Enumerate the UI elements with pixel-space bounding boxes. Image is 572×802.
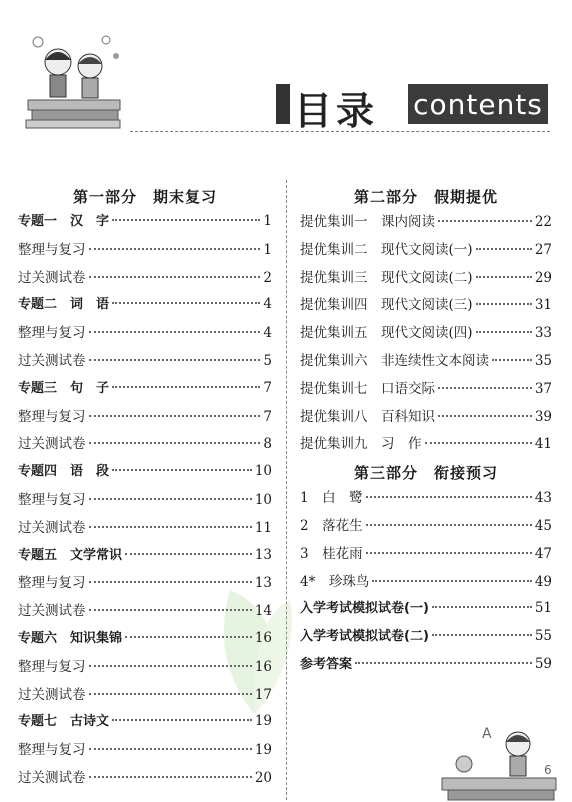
toc-entry[interactable] [18, 766, 272, 794]
toc-entry[interactable] [18, 405, 272, 433]
dot-leader [112, 302, 260, 304]
dot-leader [89, 276, 261, 278]
toc-entry-label: 提优集训二 现代文阅读(一) [300, 241, 473, 258]
dot-leader [366, 552, 532, 554]
dot-leader [89, 665, 252, 667]
child-on-books-illustration [436, 718, 562, 802]
part2-heading: 第二部分 假期提优 [353, 188, 498, 206]
dot-leader [89, 442, 261, 444]
dot-leader [476, 276, 532, 278]
toc-entry-page-number: 59 [534, 655, 552, 672]
toc-entry-label: 整理与复习 [18, 742, 86, 759]
dot-leader [89, 526, 252, 528]
toc-entry-label: 整理与复习 [18, 658, 86, 675]
toc-entry-label: 3 桂花雨 [300, 545, 363, 562]
toc-entry-label: 过关测试卷 [18, 603, 86, 620]
dot-leader [89, 748, 252, 750]
toc-entry-label: 提优集训四 现代文阅读(三) [300, 297, 473, 314]
dot-leader [89, 248, 261, 250]
toc-entry-page-number: 33 [534, 325, 552, 342]
toc-entry[interactable] [18, 738, 272, 766]
toc-entry-label: 专题六 知识集锦 [18, 630, 123, 646]
dot-leader [438, 387, 532, 389]
toc-entry-label: 4* 珍珠鸟 [300, 573, 370, 590]
toc-entry-label: 过关测试卷 [18, 519, 86, 536]
toc-entry[interactable] [300, 514, 552, 542]
toc-entry-page-number: 55 [534, 628, 552, 645]
toc-entry-page-number: 19 [254, 713, 272, 730]
toc-entry-page-number: 22 [534, 214, 552, 230]
column-divider [286, 180, 287, 800]
toc-entry[interactable] [18, 266, 272, 294]
toc-entry-page-number: 31 [534, 297, 552, 314]
toc-entry[interactable] [18, 516, 272, 544]
toc-entry-page-number: 5 [263, 352, 272, 369]
dot-leader [125, 553, 252, 555]
dot-leader [89, 331, 261, 333]
toc-entry-label: 入学考试模拟试卷(一) [300, 601, 429, 617]
toc-entry[interactable] [300, 321, 552, 349]
toc-entry[interactable] [300, 653, 552, 681]
dot-leader [125, 636, 252, 638]
toc-entry-label: 过关测试卷 [18, 352, 86, 369]
toc-right-column [300, 184, 552, 681]
dot-leader [366, 524, 532, 526]
toc-entry[interactable] [300, 625, 552, 653]
toc-entry[interactable] [300, 238, 552, 266]
toc-entry[interactable] [300, 210, 552, 238]
dot-leader [89, 415, 261, 417]
toc-entry-page-number: 1 [263, 213, 272, 229]
title-tab-decoration [276, 84, 290, 124]
toc-entry-label: 提优集训九 习 作 [300, 436, 422, 453]
toc-entry[interactable] [18, 571, 272, 599]
toc-entry[interactable] [18, 599, 272, 627]
toc-entry[interactable] [18, 238, 272, 266]
toc-entry[interactable] [18, 627, 272, 655]
toc-entry-page-number: 11 [254, 519, 272, 536]
toc-entry-page-number: 45 [534, 517, 552, 534]
toc-entry-page-number: 7 [263, 408, 272, 425]
toc-entry[interactable] [18, 210, 272, 238]
header-divider [130, 131, 550, 132]
toc-entry[interactable] [300, 570, 552, 598]
toc-entry-page-number: 2 [263, 269, 272, 286]
toc-entry[interactable] [300, 542, 552, 570]
toc-entry-label: 参考答案 [300, 656, 353, 672]
toc-entry-label: 专题一 汉 字 [18, 214, 110, 229]
toc-entry-page-number: 17 [254, 686, 272, 703]
toc-entry-label: 专题四 语 段 [18, 464, 110, 480]
toc-entry-label: 整理与复习 [18, 575, 86, 592]
dot-leader [432, 634, 532, 636]
toc-entry[interactable] [18, 460, 272, 488]
contents-title [276, 84, 548, 133]
toc-entry-page-number: 39 [534, 408, 552, 425]
toc-entry-label: 提优集训八 百科知识 [300, 408, 435, 425]
dot-leader [476, 303, 532, 305]
toc-entry-page-number: 8 [263, 436, 272, 453]
toc-entry-label: 专题三 句 子 [18, 380, 110, 396]
toc-entry-label: 过关测试卷 [18, 686, 86, 703]
dot-leader [89, 581, 252, 583]
toc-entry-label: 提优集训三 现代文阅读(二) [300, 269, 473, 286]
dot-leader [112, 219, 260, 221]
title-chinese: 目录 [294, 89, 379, 133]
part2-entries [300, 210, 552, 460]
toc-entry-label: 专题五 文学常识 [18, 547, 123, 563]
toc-entry-label: 提优集训七 口语交际 [300, 380, 435, 397]
toc-entry-page-number: 35 [534, 352, 552, 369]
kids-reading-illustration [18, 30, 130, 132]
toc-entry-page-number: 29 [534, 269, 552, 286]
toc-entry[interactable] [300, 597, 552, 625]
toc-entry-label: 入学考试模拟试卷(二) [300, 629, 429, 645]
dot-leader [112, 469, 252, 471]
toc-entry[interactable] [18, 655, 272, 683]
toc-entry[interactable] [300, 432, 552, 460]
toc-entry[interactable] [18, 321, 272, 349]
toc-entry[interactable] [18, 488, 272, 516]
toc-entry-page-number: 16 [254, 658, 272, 675]
toc-entry-label: 1 白 鹭 [300, 490, 363, 507]
toc-entry-page-number: 4 [263, 296, 272, 313]
toc-entry[interactable] [300, 405, 552, 433]
dot-leader [112, 719, 252, 721]
toc-entry-page-number: 13 [254, 546, 272, 563]
toc-entry-page-number: 14 [254, 603, 272, 620]
toc-entry[interactable] [18, 710, 272, 738]
dot-leader [492, 359, 532, 361]
dot-leader [89, 359, 261, 361]
toc-entry[interactable] [18, 293, 272, 321]
dot-leader [89, 693, 252, 695]
dot-leader [476, 248, 532, 250]
toc-entry-page-number: 19 [254, 742, 272, 759]
dot-leader [432, 606, 532, 608]
toc-entry-page-number: 43 [534, 490, 552, 507]
toc-entry-label: 过关测试卷 [18, 269, 86, 286]
toc-entry-label: 整理与复习 [18, 408, 86, 425]
title-english: contents [413, 88, 543, 121]
toc-entry-page-number: 37 [534, 380, 552, 397]
toc-entry-page-number: 27 [534, 241, 552, 258]
toc-entry-page-number: 10 [254, 463, 272, 480]
toc-entry[interactable] [300, 266, 552, 294]
toc-entry-label: 整理与复习 [18, 325, 86, 342]
toc-entry[interactable] [18, 683, 272, 711]
toc-entry[interactable] [18, 544, 272, 572]
part1-entries [18, 210, 272, 794]
dot-leader [438, 220, 532, 222]
toc-entry-label: 提优集训一 课内阅读 [300, 214, 435, 230]
toc-entry-page-number: 20 [254, 769, 272, 786]
toc-entry[interactable] [18, 349, 272, 377]
toc-entry-label: 整理与复习 [18, 241, 86, 258]
toc-entry-label: 专题二 词 语 [18, 297, 110, 313]
part3-entries [300, 486, 552, 681]
dot-leader [89, 609, 252, 611]
toc-entry-page-number: 4 [263, 325, 272, 342]
toc-entry-page-number: 10 [254, 491, 272, 508]
toc-entry-label: 提优集训六 非连续性文本阅读 [300, 352, 489, 369]
dot-leader [366, 496, 532, 498]
title-english-box [408, 84, 548, 124]
toc-entry[interactable] [300, 349, 552, 377]
toc-entry-page-number: 47 [534, 545, 552, 562]
toc-left-column [18, 184, 272, 794]
dot-leader [425, 442, 532, 444]
dot-leader [372, 580, 531, 582]
toc-entry-page-number: 1 [263, 241, 272, 258]
dot-leader [112, 386, 260, 388]
toc-entry[interactable] [300, 486, 552, 514]
toc-entry-page-number: 13 [254, 575, 272, 592]
toc-entry-label: 过关测试卷 [18, 769, 86, 786]
dot-leader [438, 415, 532, 417]
toc-entry-page-number: 41 [534, 436, 552, 453]
toc-entry[interactable] [300, 377, 552, 405]
toc-entry-page-number: 16 [254, 629, 272, 646]
dot-leader [476, 331, 532, 333]
dot-leader [89, 776, 252, 778]
svg-text:A: A [482, 726, 492, 742]
toc-entry-label: 过关测试卷 [18, 436, 86, 453]
toc-entry-label: 2 落花生 [300, 517, 363, 534]
toc-entry-label: 专题七 古诗文 [18, 714, 110, 730]
dot-leader [89, 498, 252, 500]
toc-entry[interactable] [300, 293, 552, 321]
svg-text:6: 6 [544, 763, 552, 777]
part1-heading: 第一部分 期末复习 [72, 188, 217, 206]
toc-entry-label: 整理与复习 [18, 491, 86, 508]
toc-entry[interactable] [18, 432, 272, 460]
toc-entry-page-number: 7 [263, 379, 272, 396]
toc-entry-label: 提优集训五 现代文阅读(四) [300, 325, 473, 342]
toc-entry[interactable] [18, 377, 272, 405]
toc-entry-page-number: 51 [534, 600, 552, 617]
toc-entry-page-number: 49 [534, 573, 552, 590]
dot-leader [355, 662, 532, 664]
part3-heading: 第三部分 衔接预习 [353, 464, 498, 483]
